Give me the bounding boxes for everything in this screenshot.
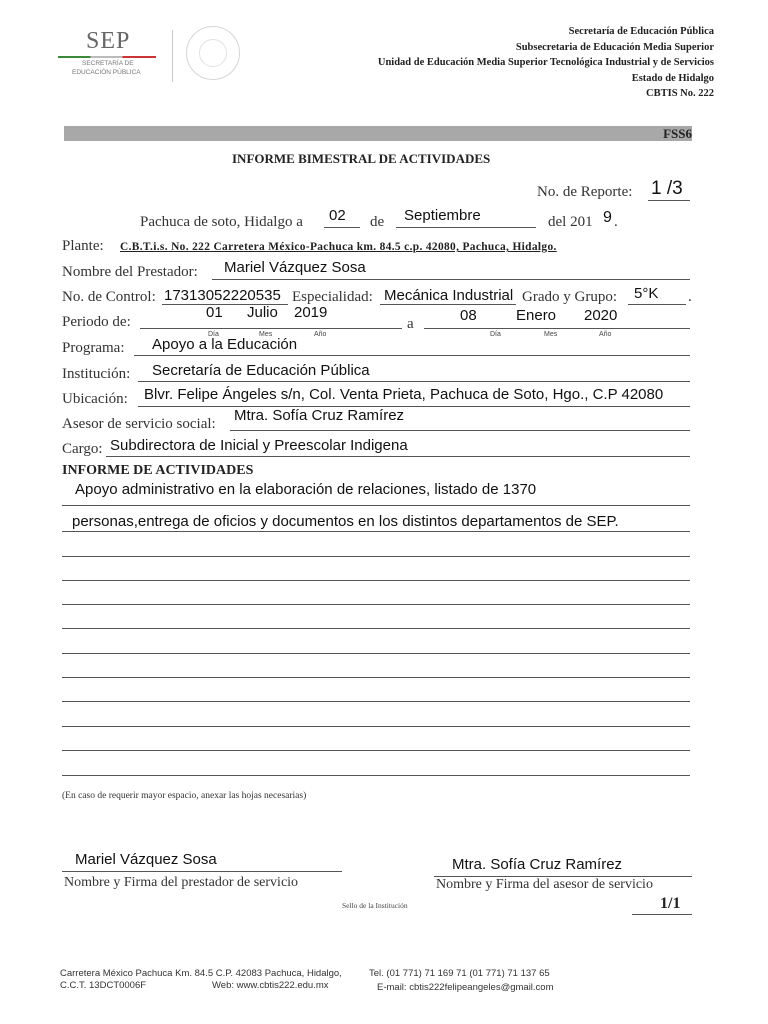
date-year-digit: 9 — [603, 209, 612, 226]
periodo-to-day: 08 — [460, 307, 477, 324]
prestador-value: Mariel Vázquez Sosa — [224, 259, 366, 276]
periodo-to-mes-caption: Mes — [544, 331, 558, 338]
periodo-to-month: Enero — [516, 307, 557, 324]
periodo-from-day: 01 — [206, 304, 223, 321]
prestador-label: Nombre del Prestador: — [62, 264, 198, 280]
control-label: No. de Control: — [62, 289, 156, 305]
periodo-from-mes-caption: Mes — [259, 331, 273, 338]
date-prefix: Pachuca de soto, Hidalgo a — [140, 214, 303, 230]
periodo-from-line — [140, 328, 402, 329]
periodo-to-year: 2020 — [584, 307, 618, 324]
informe-rule — [62, 604, 690, 605]
grado-value: 5°K — [634, 285, 659, 302]
asesor-signature-name: Mtra. Sofía Cruz Ramírez — [452, 856, 623, 873]
report-value: 1 /3 — [651, 178, 683, 199]
prestador-signature-caption: Nombre y Firma del prestador de servicio — [64, 875, 299, 890]
periodo-a: a — [407, 316, 414, 332]
form-band — [64, 126, 692, 141]
header-line: Subsecretaria de Educación Media Superior — [515, 41, 714, 53]
informe-note: (En caso de requerir mayor espacio, anexar las hojas necesarias) — [62, 791, 307, 801]
footer-web: Web: www.cbtis222.edu.mx — [212, 980, 329, 991]
header-line: CBTIS No. 222 — [646, 88, 714, 100]
page-title: INFORME BIMESTRAL DE ACTIVIDADES — [232, 151, 491, 166]
ubicacion-label: Ubicación: — [62, 391, 128, 407]
page-number-line — [632, 914, 692, 915]
prestador-line — [212, 279, 690, 280]
institucion-line — [138, 381, 690, 382]
especialidad-label: Especialidad: — [292, 289, 373, 305]
sep-logo-sub1: SECRETARÍA DE — [82, 60, 134, 67]
institucion-value: Secretaría de Educación Pública — [152, 362, 370, 379]
date-end: . — [614, 214, 618, 230]
plante-label: Plante: — [62, 238, 104, 254]
prestador-signature-name: Mariel Vázquez Sosa — [75, 851, 217, 868]
sep-logo — [58, 26, 158, 86]
header-line: Estado de Hidalgo — [631, 72, 714, 84]
informe-rule — [62, 726, 690, 727]
asesor-value: Mtra. Sofía Cruz Ramírez — [234, 407, 405, 424]
informe-heading: INFORME DE ACTIVIDADES — [62, 463, 254, 478]
header-line: Secretaría de Educación Pública — [568, 26, 714, 37]
report-label: No. de Reporte: — [537, 184, 633, 200]
date-del: del 201 — [548, 214, 593, 230]
periodo-from-ano-caption: Año — [314, 331, 327, 338]
informe-rule — [62, 677, 690, 678]
programa-value: Apoyo a la Educación — [152, 336, 298, 353]
footer-email: E-mail: cbtis222felipeangeles@gmail.com — [377, 982, 554, 993]
date-month: Septiembre — [404, 207, 481, 224]
institution-header — [378, 24, 714, 102]
periodo-from-month: Julio — [247, 304, 278, 321]
informe-rule — [62, 556, 690, 557]
periodo-label: Periodo de: — [62, 314, 131, 330]
asesor-line — [230, 430, 690, 431]
date-day: 02 — [329, 207, 346, 224]
programa-label: Programa: — [62, 340, 125, 356]
cargo-label: Cargo: — [62, 441, 103, 457]
periodo-to-dia-caption: Día — [490, 331, 501, 338]
header-line: Unidad de Educación Media Superior Tecnológica Industrial y de Servicios — [377, 57, 714, 69]
informe-line-text: Apoyo administrativo en la elaboración de relaciones, listado de 1370 — [75, 481, 537, 498]
informe-rule — [62, 628, 690, 629]
mexico-seal-icon — [186, 26, 240, 80]
sep-logo-text: SEP — [86, 28, 131, 54]
date-month-line — [396, 227, 536, 228]
especialidad-line — [380, 304, 516, 305]
informe-rule — [62, 701, 690, 702]
header-divider — [172, 30, 173, 82]
footer-cct: C.C.T. 13DCT0006F — [60, 980, 147, 991]
programa-line — [134, 355, 690, 356]
footer-address: Carretera México Pachuca Km. 84.5 C.P. 42083 Pachuca, Hidalgo, — [60, 968, 342, 979]
footer-tel: Tel. (01 771) 71 169 71 (01 771) 71 137 65 — [369, 968, 550, 979]
periodo-from-year: 2019 — [294, 304, 328, 321]
periodo-to-line — [424, 328, 690, 329]
date-de: de — [370, 214, 385, 230]
sello-caption: Sello de la Institución — [342, 901, 408, 910]
grado-end: . — [688, 289, 692, 305]
ubicacion-line — [138, 406, 690, 407]
report-line — [648, 200, 690, 201]
periodo-from-dia-caption: Día — [208, 331, 219, 338]
informe-rule — [62, 775, 690, 776]
especialidad-value: Mecánica Industrial — [384, 287, 514, 304]
periodo-to-ano-caption: Año — [599, 331, 612, 338]
form-code: FSS6 — [663, 126, 692, 141]
sep-logo-sub2: EDUCACIÓN PÚBLICA — [72, 69, 141, 76]
prestador-signature-line — [62, 871, 342, 872]
control-value: 17313052220535 — [164, 287, 281, 304]
date-day-line — [324, 227, 360, 228]
plante-value: C.B.T.i.s. No. 222 Carretera México-Pachuca km. 84.5 c.p. 42080, Pachuca, Hidalgo. — [120, 241, 557, 253]
informe-rule — [62, 531, 690, 532]
informe-rule — [62, 505, 690, 506]
ubicacion-value: Blvr. Felipe Ángeles s/n, Col. Venta Prieta, Pachuca de Soto, Hgo., C.P 42080 — [144, 386, 664, 403]
informe-rule — [62, 750, 690, 751]
institucion-label: Institución: — [62, 366, 131, 382]
page-number: 1/1 — [660, 895, 681, 912]
grado-line — [628, 304, 686, 305]
informe-rule — [62, 653, 690, 654]
sep-logo-stripe — [58, 56, 156, 58]
cargo-value: Subdirectora de Inicial y Preescolar Indigena — [110, 437, 408, 454]
asesor-label: Asesor de servicio social: — [62, 416, 216, 432]
informe-rule — [62, 580, 690, 581]
cargo-line — [106, 456, 690, 457]
grado-label: Grado y Grupo: — [522, 289, 617, 305]
informe-line-text: personas,entrega de oficios y documentos en los distintos departamentos de SEP. — [72, 513, 619, 530]
asesor-signature-caption: Nombre y Firma del asesor de servicio — [436, 877, 653, 892]
